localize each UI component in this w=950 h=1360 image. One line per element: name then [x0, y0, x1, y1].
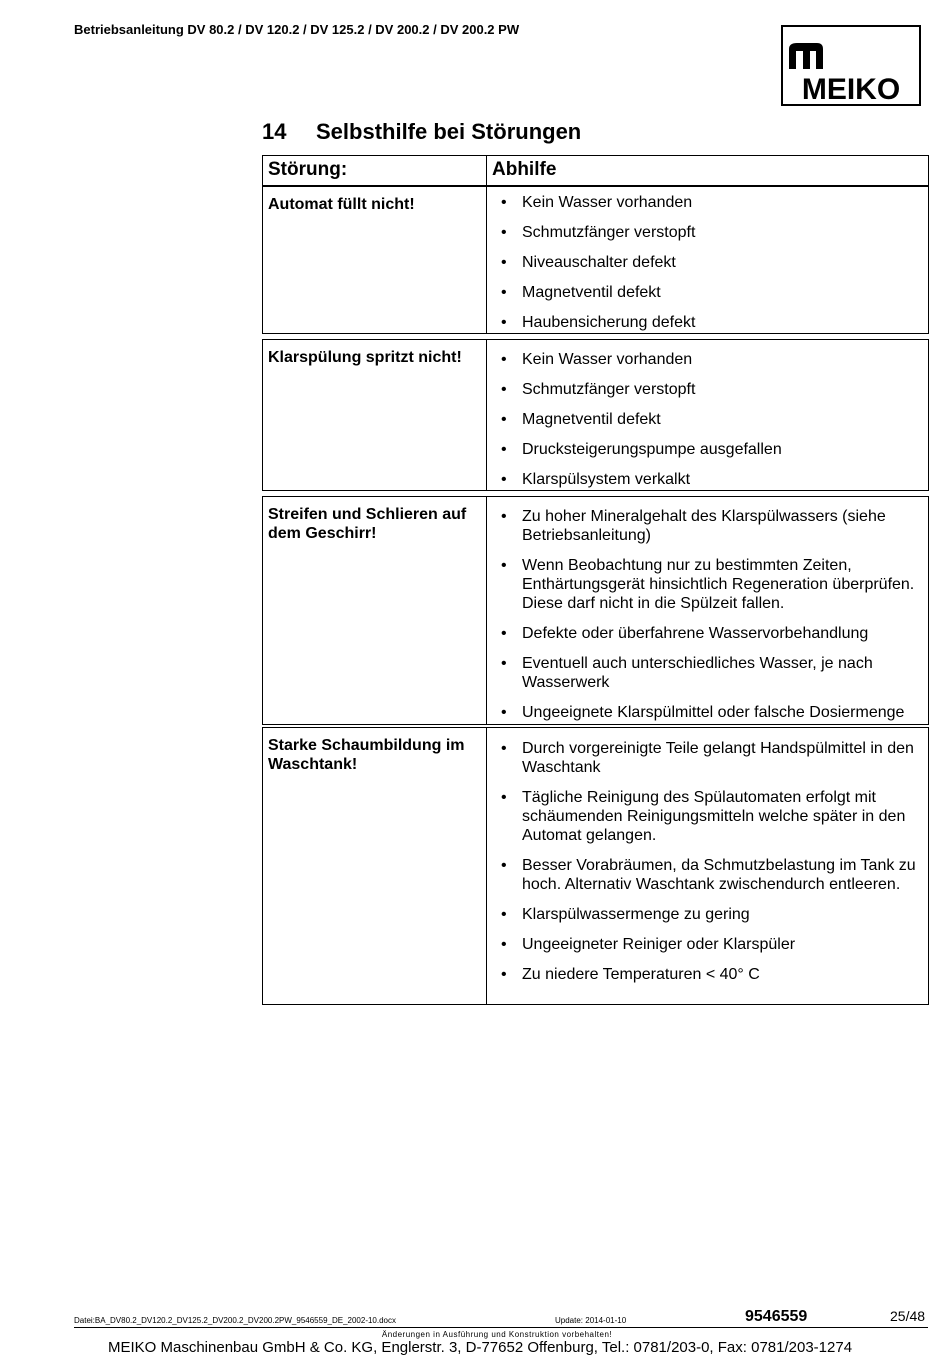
table-header — [262, 155, 929, 186]
remedy-cell — [487, 728, 928, 1004]
remedy-cell — [487, 187, 928, 333]
footer-update-date: Update: 2014-01-10 — [555, 1316, 627, 1325]
list-item: • Zu hoher Mineralgehalt des Klarspülwassers (siehe Betriebsanleitung) — [501, 508, 886, 544]
list-item: • Niveauschalter defekt — [501, 254, 676, 271]
list-item: • Schmutzfänger verstopft — [501, 224, 696, 241]
column-header-remedy: Abhilfe — [492, 159, 557, 180]
list-item: • Klarspülsystem verkalkt — [501, 471, 691, 488]
issue-cell: Klarspülung spritzt nicht! — [263, 340, 487, 490]
footer-company-address: MEIKO Maschinenbau GmbH & Co. KG, Englerstr. 3, D-77652 Offenburg, Tel.: 0781/203-0, Fax: 0781/203-1274 — [108, 1339, 853, 1356]
meiko-logo — [781, 25, 921, 106]
list-item: • Magnetventil defekt — [501, 284, 661, 301]
list-item: • Besser Vorabräumen, da Schmutzbelastung im Tank zu hoch. Alternativ Waschtank zwischendurch entleeren. — [501, 857, 916, 893]
section-number: 14 — [262, 119, 287, 144]
table-row — [262, 496, 929, 725]
table-row — [262, 727, 929, 1005]
footer-document-number: 9546559 — [745, 1308, 808, 1325]
column-header-issue: Störung: — [263, 156, 487, 185]
list-item: • Durch vorgereinigte Teile gelangt Handspülmittel in den Waschtank — [501, 740, 914, 776]
list-item: • Kein Wasser vorhanden — [501, 351, 693, 368]
footer-page-number: 25/48 — [890, 1308, 926, 1324]
footer-notice: Änderungen in Ausführung und Konstruktion vorbehalten! — [381, 1330, 613, 1339]
list-item: • Schmutzfänger verstopft — [501, 381, 696, 398]
list-item: • Drucksteigerungspumpe ausgefallen — [501, 441, 782, 458]
list-item: • Defekte oder überfahrene Wasservorbehandlung — [501, 625, 869, 642]
list-item: • Ungeeigneter Reiniger oder Klarspüler — [501, 936, 796, 953]
logo-text: MEIKO — [801, 73, 901, 104]
section-title: Selbsthilfe bei Störungen — [316, 119, 582, 144]
issue-cell: Starke Schaumbildung im Waschtank! — [263, 728, 487, 1004]
list-item: • Kein Wasser vorhanden — [501, 194, 693, 211]
issue-cell: Streifen und Schlieren auf dem Geschirr! — [263, 497, 487, 724]
issue-cell: Automat füllt nicht! — [263, 187, 487, 333]
section-heading — [262, 119, 581, 145]
footer-file-name: Datei:BA_DV80.2_DV120.2_DV125.2_DV200.2_DV200.2PW_9546559_DE_2002-10.docx — [74, 1316, 397, 1325]
remedy-cell — [487, 340, 928, 490]
footer-divider — [74, 1327, 928, 1328]
list-item: • Tägliche Reinigung des Spülautomaten erfolgt mit schäumenden Reinigungsmitteln welche später in den Automat gelangen. — [501, 789, 906, 844]
list-item: • Magnetventil defekt — [501, 411, 661, 428]
remedy-cell — [487, 497, 928, 724]
list-item: • Eventuell auch unterschiedliches Wasser, je nach Wasserwerk — [501, 655, 873, 691]
table-row — [262, 339, 929, 491]
list-item: • Haubensicherung defekt — [501, 314, 696, 331]
list-item: • Ungeeignete Klarspülmittel oder falsche Dosiermenge — [501, 704, 905, 721]
list-item: • Klarspülwassermenge zu gering — [501, 906, 750, 923]
table-row — [262, 186, 929, 334]
document-title: Betriebsanleitung DV 80.2 / DV 120.2 / DV 125.2 / DV 200.2 / DV 200.2 PW — [74, 22, 520, 37]
list-item: • Zu niedere Temperaturen < 40° C — [501, 966, 760, 983]
list-item: • Wenn Beobachtung nur zu bestimmten Zeiten, Enthärtungsgerät hinsichtlich Regeneration überprüfen. Diese darf nicht in die Spülzeit fallen. — [501, 557, 915, 612]
